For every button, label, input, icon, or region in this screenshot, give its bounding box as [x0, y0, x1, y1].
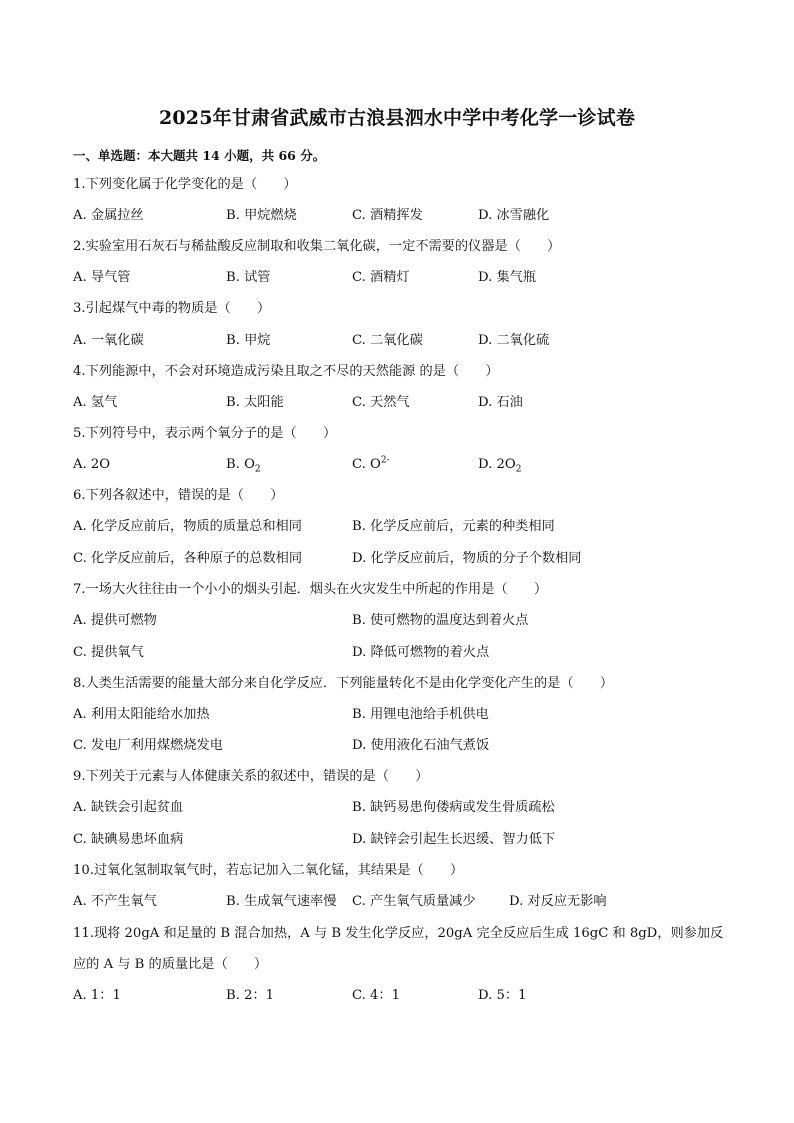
q1-option-a: A. 金属拉丝 — [73, 208, 144, 223]
question-9-stem: 9.下列关于元素与人体健康关系的叙述中，错误的是（ ） — [73, 769, 429, 784]
q9-option-b: B. 缺钙易患佝偻病或发生骨质疏松 — [352, 800, 555, 815]
question-7-stem: 7.一场大火往往由一个小小的烟头引起．烟头在火灾发生中所起的作用是（ ） — [73, 582, 548, 597]
q1-option-c: C. 酒精挥发 — [352, 208, 423, 223]
q6-option-d: D. 化学反应前后，物质的分子个数相同 — [352, 551, 582, 566]
question-6-stem: 6.下列各叙述中，错误的是（ ） — [73, 488, 284, 503]
q7-option-d: D. 降低可燃物的着火点 — [352, 645, 490, 660]
q5-option-d: D. $2O_2$ — [478, 457, 522, 475]
q8-option-b: B. 用锂电池给手机供电 — [352, 707, 489, 722]
page-title: 2025年甘肃省武威市古浪县泗水中学中考化学一诊试卷 — [158, 107, 636, 129]
q2-option-a: A. 导气管 — [73, 270, 131, 285]
q11-option-c: C. 4：1 — [352, 988, 400, 1003]
q10-option-b: B. 生成氧气速率慢 — [226, 894, 337, 909]
q2-option-d: D. 集气瓶 — [478, 270, 537, 285]
question-11-stem-continued: 应的 A 与 B 的质量比是（ ） — [73, 957, 268, 972]
q4-option-a: A. 氢气 — [73, 395, 118, 410]
q5-option-b: B. $O_2$ — [226, 457, 261, 475]
q7-option-a: A. 提供可燃物 — [73, 613, 157, 628]
q11-option-a: A. 1：1 — [73, 988, 121, 1003]
q8-option-d: D. 使用液化石油气煮饭 — [352, 738, 490, 753]
question-4-stem: 4.下列能源中，不会对环境造成污染且取之不尽的天然能源 的是（ ） — [73, 364, 499, 379]
q4-option-c: C. 天然气 — [352, 395, 410, 410]
q6-option-b: B. 化学反应前后，元素的种类相同 — [352, 519, 555, 534]
q3-option-c: C. 二氧化碳 — [352, 333, 423, 348]
q10-option-c: C. 产生氧气质量减少 — [352, 894, 476, 909]
q4-option-b: B. 太阳能 — [226, 395, 284, 410]
question-5-stem: 5.下列符号中，表示两个氧分子的是（ ） — [73, 426, 337, 441]
q1-option-b: B. 甲烷燃烧 — [226, 208, 297, 223]
q11-option-b: B. 2：1 — [226, 988, 275, 1003]
q6-option-c: C. 化学反应前后，各种原子的总数相同 — [73, 551, 303, 566]
q11-option-d: D. 5：1 — [478, 988, 527, 1003]
q10-option-d: D. 对反应无影响 — [509, 894, 607, 909]
q3-option-a: A. 一氧化碳 — [73, 333, 144, 348]
q5-option-c: C. $O^{2-}$ — [352, 455, 390, 472]
question-8-stem: 8.人类生活需要的能量大部分来自化学反应．下列能量转化不是由化学变化产生的是（ ） — [73, 676, 614, 691]
q8-option-a: A. 利用太阳能给水加热 — [73, 707, 210, 722]
section-heading: 一、单选题：本大题共 14 小题，共 66 分。 — [73, 148, 326, 163]
question-2-stem: 2.实验室用石灰石与稀盐酸反应制取和收集二氧化碳，一定不需要的仪器是（ ） — [73, 239, 561, 254]
question-3-stem: 3.引起煤气中毒的物质是（ ） — [73, 301, 271, 316]
q7-option-c: C. 提供氧气 — [73, 645, 144, 660]
question-11-stem: 11.现将 20gA 和足量的 B 混合加热，A 与 B 发生化学反应，20gA 完全反应后生成 16gC 和 8gD，则参加反 — [73, 926, 724, 941]
q3-option-d: D. 二氧化硫 — [478, 333, 550, 348]
q2-option-c: C. 酒精灯 — [352, 270, 410, 285]
q9-option-c: C. 缺碘易患坏血病 — [73, 832, 184, 847]
q8-option-c: C. 发电厂利用煤燃烧发电 — [73, 738, 223, 753]
q1-option-d: D. 冰雪融化 — [478, 208, 550, 223]
question-1-stem: 1.下列变化属于化学变化的是（ ） — [73, 177, 297, 192]
question-10-stem: 10.过氧化氢制取氧气时，若忘记加入二氧化锰，其结果是（ ） — [73, 863, 464, 878]
q7-option-b: B. 使可燃物的温度达到着火点 — [352, 613, 529, 628]
q2-option-b: B. 试管 — [226, 270, 271, 285]
q9-option-d: D. 缺锌会引起生长迟缓、智力低下 — [352, 832, 556, 847]
q3-option-b: B. 甲烷 — [226, 333, 271, 348]
q4-option-d: D. 石油 — [478, 395, 523, 410]
q6-option-a: A. 化学反应前后，物质的质量总和相同 — [73, 519, 302, 534]
q10-option-a: A. 不产生氧气 — [73, 894, 157, 909]
q9-option-a: A. 缺铁会引起贫血 — [73, 800, 184, 815]
q5-option-a: A. 2O — [73, 457, 111, 472]
